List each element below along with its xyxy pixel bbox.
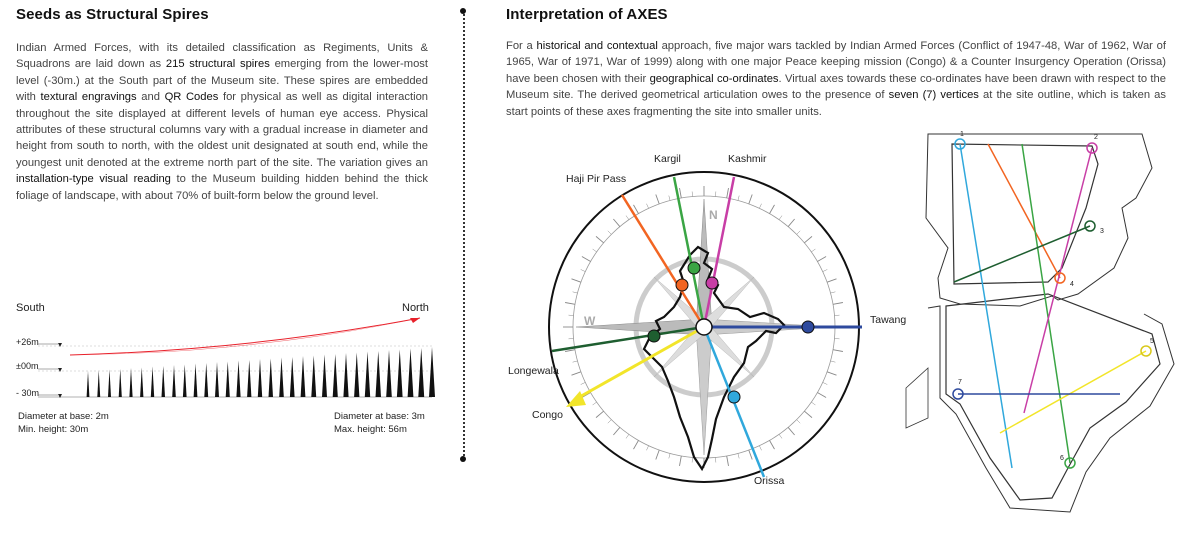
compass-tick xyxy=(634,205,639,214)
compass-tick xyxy=(715,458,716,463)
text-run: For a xyxy=(506,40,537,52)
text-run: and xyxy=(136,91,165,104)
compass-tick xyxy=(835,338,840,339)
spire xyxy=(140,367,143,397)
spire xyxy=(226,361,230,397)
label-orissa: Orissa xyxy=(754,475,785,487)
divider-dot-bottom xyxy=(460,456,466,462)
spire xyxy=(365,352,370,398)
compass-tick xyxy=(613,219,619,227)
spire xyxy=(108,370,111,398)
compass-tick xyxy=(669,196,670,201)
compass-tick xyxy=(759,204,761,209)
compass-tick xyxy=(779,434,782,438)
vertex-3: 3 xyxy=(1100,228,1104,235)
spire xyxy=(333,354,338,397)
axes-section xyxy=(506,6,1166,120)
compass-tick xyxy=(573,361,578,362)
spires-diagram xyxy=(0,0,470,535)
highlight-coordinates: geographical co-ordinates xyxy=(649,72,779,85)
compass-tick xyxy=(827,279,836,282)
level-label-top: +26m xyxy=(16,337,39,347)
section-divider xyxy=(463,10,465,460)
compass-tick xyxy=(788,427,794,435)
compass-tick xyxy=(823,270,828,272)
compass-tick xyxy=(831,292,836,293)
site-origin xyxy=(696,319,712,335)
compass-tick xyxy=(572,279,581,282)
end-diameter: Diameter at base: 3m xyxy=(334,411,425,422)
level-label-bottom: - 30m xyxy=(16,388,40,398)
compass-tick xyxy=(656,195,659,204)
compass-tick xyxy=(797,231,801,235)
label-congo: Congo xyxy=(532,409,563,421)
compass-tick xyxy=(770,440,775,449)
spire xyxy=(97,370,100,397)
compass-tick xyxy=(811,402,815,405)
compass-tick xyxy=(613,427,619,435)
compass-tick xyxy=(565,303,575,305)
compass-tick xyxy=(608,231,612,235)
compass-tick xyxy=(727,188,729,198)
compass-tick xyxy=(823,382,828,384)
compass-tick xyxy=(680,456,682,466)
start-height: Min. height: 30m xyxy=(18,424,89,435)
spire xyxy=(194,364,198,398)
start-diameter: Diameter at base: 2m xyxy=(18,411,109,422)
compass-tick xyxy=(581,382,586,384)
compass-tick xyxy=(831,361,836,362)
cardinal-w: W xyxy=(584,314,596,328)
compass-tick xyxy=(779,216,782,220)
spire xyxy=(376,351,382,397)
spire xyxy=(162,366,166,397)
label-tawang: Tawang xyxy=(870,314,907,326)
compass-tick xyxy=(715,192,716,197)
highlight-installation: installation-type visual reading xyxy=(16,173,171,186)
spire xyxy=(258,359,262,397)
compass-tick xyxy=(788,219,794,227)
compass-tick xyxy=(647,204,649,209)
vertex-2: 2 xyxy=(1094,134,1098,141)
compass-tick xyxy=(833,350,843,352)
divider-dot-top xyxy=(460,8,466,14)
spire xyxy=(204,363,208,397)
spire xyxy=(311,355,316,397)
spire xyxy=(290,357,295,397)
compass-tick xyxy=(596,411,604,417)
spire xyxy=(354,352,359,397)
compass-tick xyxy=(565,350,575,352)
compass-tick xyxy=(593,249,597,252)
compass-tick xyxy=(569,338,574,339)
spire xyxy=(119,369,122,397)
compass-tick xyxy=(817,257,826,262)
compass-tick xyxy=(749,195,752,204)
vertex-5: 5 xyxy=(1150,338,1154,345)
compass-tick xyxy=(581,270,586,272)
compass-tick xyxy=(797,420,801,424)
compass-tick xyxy=(593,402,597,405)
vertex-7: 7 xyxy=(958,379,962,386)
compass-tick xyxy=(692,458,693,463)
compass-tick xyxy=(804,411,812,417)
text-run: emerging from the lower-most level (-30m.) at the South part of the Museum site. These spires are embedded with xyxy=(16,58,428,104)
compass-tick xyxy=(817,393,826,398)
axes-title: Interpretation of AXES xyxy=(506,6,668,23)
spire xyxy=(429,347,435,397)
spire xyxy=(183,364,187,397)
axes-description xyxy=(506,38,1166,120)
cardinal-n: N xyxy=(709,208,718,222)
spire xyxy=(87,371,90,397)
compass-tick xyxy=(738,196,739,201)
spire-row xyxy=(87,347,435,397)
compass-tick xyxy=(626,216,629,220)
spire xyxy=(343,353,348,397)
text-run: . Virtual axes towards these co-ordinates have been drawn with respect to the Museum site. The derived geometrical articulation owes to the presence of xyxy=(506,72,1166,102)
compass-tick xyxy=(738,454,739,459)
highlight-spires-count: 215 structural spires xyxy=(165,58,270,71)
spire xyxy=(236,361,240,398)
compass-tick xyxy=(835,315,840,316)
compass-tick xyxy=(626,434,629,438)
text-run: approach, five major wars tackled by Indian Armed Forces (Conflict of 1947-48, War of 1962, War of 1965, War of 1971, War of 1999) along with one major Peace keeping mission (Congo) & a Counter Insurgency Operation (Orissa) have been chosen with their xyxy=(506,40,1166,85)
text-run: for physical as well as digital interaction throughout the site displayed at different levels of human eye access. Physical attributes of these structural columns vary with a gradual increase in diameter and height from south to north, with the oldest unit designated at south end, while the youngest unit denoted at the extreme north part of the site. The variation gives an xyxy=(16,91,429,169)
compass-tick xyxy=(727,456,729,466)
label-kargil: Kargil xyxy=(654,153,681,165)
end-height: Max. height: 56m xyxy=(334,424,407,435)
spire xyxy=(215,362,219,397)
spire xyxy=(322,355,327,398)
spire xyxy=(408,349,414,398)
compass-diagram xyxy=(500,140,920,530)
north-label: North xyxy=(402,302,429,314)
highlight-vertices: seven (7) vertices xyxy=(888,89,979,102)
label-kashmir: Kashmir xyxy=(728,153,767,165)
highlight-engravings: textural engravings xyxy=(40,91,137,104)
compass-tick xyxy=(811,249,815,252)
compass-tick xyxy=(759,446,761,451)
vertex-6: 6 xyxy=(1060,455,1064,462)
spire xyxy=(418,348,424,397)
spire xyxy=(386,350,392,397)
spire xyxy=(129,368,132,397)
compass-tick xyxy=(608,420,612,424)
compass-tick xyxy=(569,315,574,316)
text-run: at the site outline, which is taken as start points of these axes fragmenting the site into smaller units. xyxy=(506,89,1166,118)
compass-tick xyxy=(596,236,604,242)
compass-tick xyxy=(770,205,775,214)
level-label-ground: ±00m xyxy=(16,361,39,371)
compass-tick xyxy=(827,372,836,375)
spire xyxy=(301,356,306,397)
compass-tick xyxy=(634,440,639,449)
south-label: South xyxy=(16,302,45,314)
compass-tick xyxy=(656,450,659,459)
site-plan xyxy=(900,128,1185,528)
compass-tick xyxy=(692,192,693,197)
compass-tick xyxy=(573,292,578,293)
compass-tick xyxy=(647,446,649,451)
compass-tick xyxy=(749,450,752,459)
spire xyxy=(172,365,176,397)
spire xyxy=(247,360,251,397)
text-run: Indian Armed Forces, with its detailed classification as Regiments, Units & Squadrons are laid down as xyxy=(16,42,428,71)
vertex-1: 1 xyxy=(960,131,964,138)
label-longewala: Longewala xyxy=(508,365,559,377)
text-run: to the Museum building hidden behind the thick foliage of landscape, with about 70% of built-form below the ground level. xyxy=(16,173,428,202)
compass-tick xyxy=(680,188,682,198)
vertex-4: 4 xyxy=(1070,281,1074,288)
compass-tick xyxy=(833,303,843,305)
highlight-qr-codes: QR Codes xyxy=(164,91,219,104)
highlight-historical: historical and contextual xyxy=(536,40,658,52)
compass-tick xyxy=(572,372,581,375)
compass-tick xyxy=(669,454,670,459)
compass-tick xyxy=(582,257,591,262)
spires-title: Seeds as Structural Spires xyxy=(16,6,209,23)
label-haji-pir: Haji Pir Pass xyxy=(566,173,627,185)
compass-tick xyxy=(804,236,812,242)
spire xyxy=(397,349,403,397)
spire xyxy=(269,358,274,397)
spire xyxy=(279,358,284,398)
